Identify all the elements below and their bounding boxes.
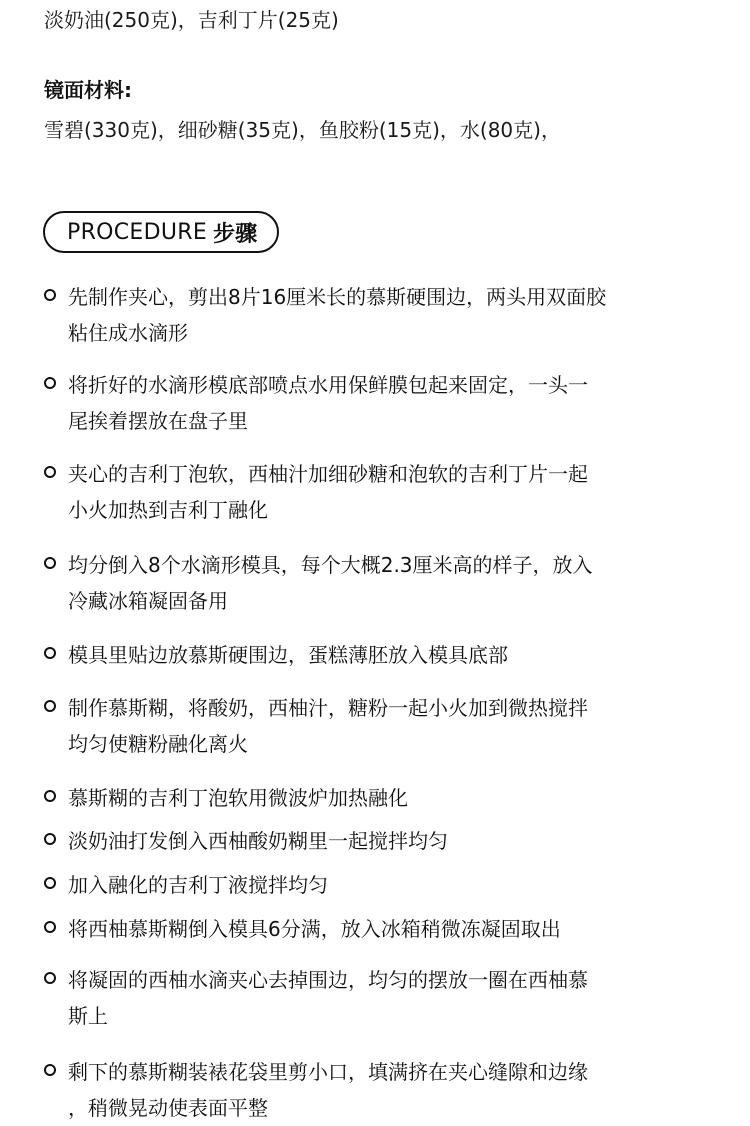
procedure-label-en: PROCEDURE: [67, 219, 208, 245]
step-text-line: 将折好的水滴形模底部喷点水用保鲜膜包起来固定，一头一: [68, 373, 588, 397]
procedure-step: [44, 547, 704, 619]
step-text-line: 小火加热到吉利丁融化: [68, 498, 268, 522]
procedure-step: [44, 367, 704, 439]
procedure-step: [44, 1054, 704, 1126]
step-text-line: 将凝固的西柚水滴夹心去掉围边，均匀的摆放一圈在西柚慕: [68, 968, 588, 992]
bullet-circle-icon: [44, 289, 56, 301]
ingredient-line-mirror: 雪碧(330克)，细砂糖(35克)，鱼胶粉(15克)，水(80克)，: [44, 118, 561, 142]
step-text-line: 剩下的慕斯糊装裱花袋里剪小口，填满挤在夹心缝隙和边缘: [68, 1060, 588, 1084]
procedure-step: [44, 911, 704, 947]
step-text-line: ，稍微晃动使表面平整: [68, 1096, 268, 1120]
bullet-circle-icon: [44, 1064, 56, 1076]
procedure-step: [44, 780, 704, 816]
step-text-line: 先制作夹心，剪出8片16厘米长的慕斯硬围边，两头用双面胶: [68, 285, 607, 309]
bullet-circle-icon: [44, 833, 56, 845]
procedure-section-label: [43, 211, 279, 253]
step-text-line: 慕斯糊的吉利丁泡软用微波炉加热融化: [68, 786, 408, 810]
step-text-line: 淡奶油打发倒入西柚酸奶糊里一起搅拌均匀: [68, 829, 448, 853]
mirror-ingredients-heading: 镜面材料:: [44, 78, 132, 102]
step-text-line: 均分倒入8个水滴形模具，每个大概2.3厘米高的样子，放入: [68, 553, 593, 577]
procedure-label-zh: 步骤: [213, 221, 258, 247]
step-text-line: 制作慕斯糊，将酸奶，西柚汁，糖粉一起小火加到微热搅拌: [68, 696, 588, 720]
procedure-step: [44, 279, 704, 351]
step-text-line: 尾挨着摆放在盘子里: [68, 409, 248, 433]
bullet-circle-icon: [44, 647, 56, 659]
bullet-circle-icon: [44, 466, 56, 478]
step-text-line: 均匀使糖粉融化离火: [68, 732, 248, 756]
procedure-step: [44, 690, 704, 762]
ingredient-line-cream: 淡奶油(250克)，吉利丁片(25克): [44, 8, 339, 32]
procedure-step: [44, 962, 704, 1034]
step-text-line: 模具里贴边放慕斯硬围边，蛋糕薄胚放入模具底部: [68, 643, 508, 667]
step-text-line: 冷藏冰箱凝固备用: [68, 589, 228, 613]
step-text-line: 加入融化的吉利丁液搅拌均匀: [68, 873, 328, 897]
step-text-line: 将西柚慕斯糊倒入模具6分满，放入冰箱稍微冻凝固取出: [68, 917, 561, 941]
bullet-circle-icon: [44, 700, 56, 712]
step-text-line: 夹心的吉利丁泡软，西柚汁加细砂糖和泡软的吉利丁片一起: [68, 462, 588, 486]
step-text-line: 粘住成水滴形: [68, 321, 188, 345]
bullet-circle-icon: [44, 790, 56, 802]
procedure-step: [44, 637, 704, 673]
procedure-step: [44, 456, 704, 528]
procedure-step: [44, 867, 704, 903]
bullet-circle-icon: [44, 877, 56, 889]
procedure-step: [44, 823, 704, 859]
bullet-circle-icon: [44, 972, 56, 984]
step-text-line: 斯上: [68, 1004, 108, 1028]
bullet-circle-icon: [44, 921, 56, 933]
bullet-circle-icon: [44, 557, 56, 569]
bullet-circle-icon: [44, 377, 56, 389]
